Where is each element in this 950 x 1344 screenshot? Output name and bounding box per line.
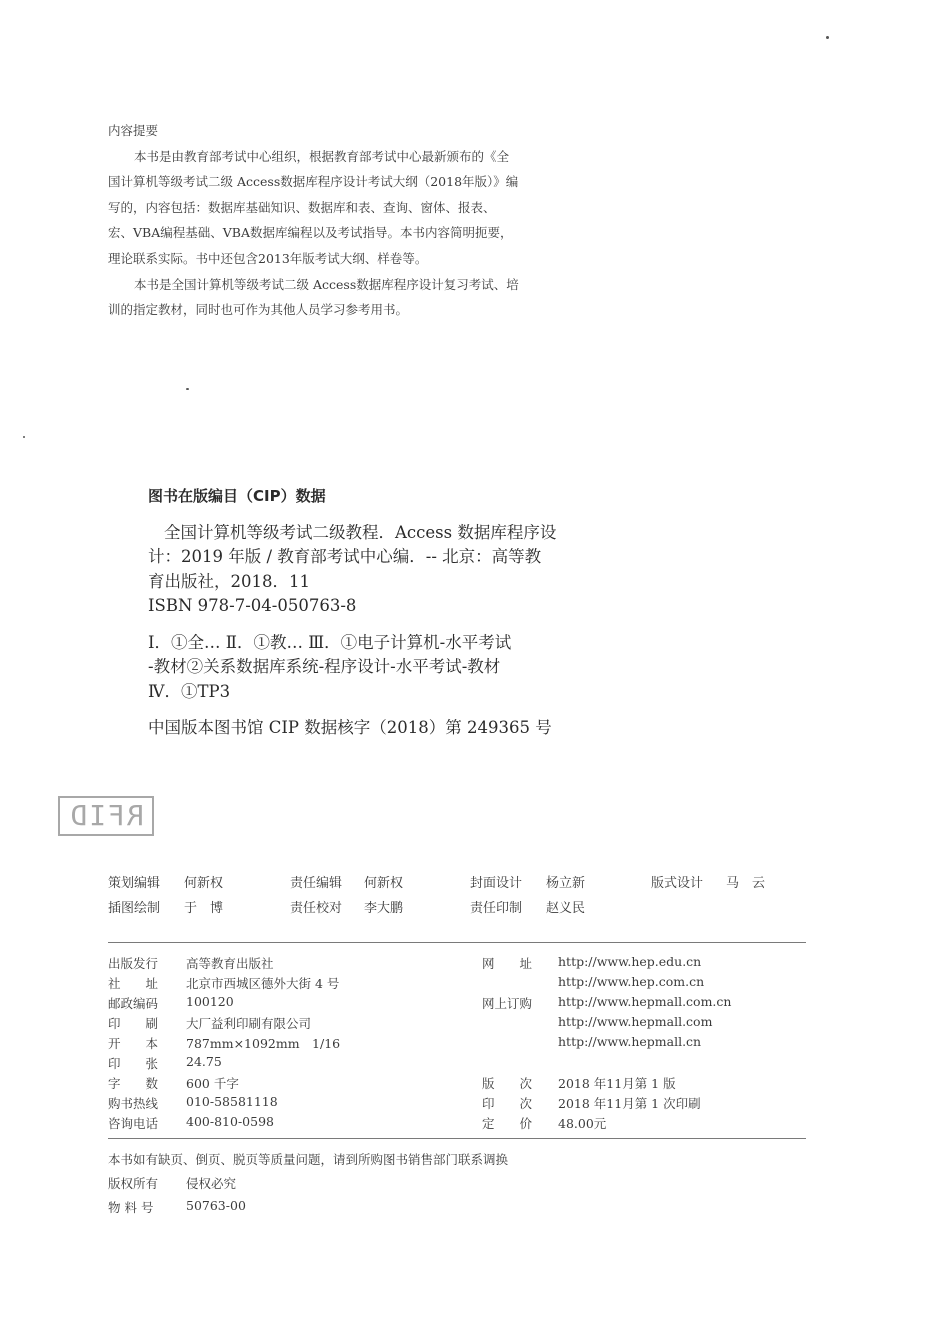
summary-line: 理论联系实际。书中还包含2013年版考试大纲、样卷等。	[108, 250, 428, 266]
staff-name: 李大鹏	[364, 901, 404, 916]
pub-value: 2018 年11月第 1 版	[558, 1076, 676, 1091]
summary-line: 训的指定教材，同时也可作为其他人员学习参考用书。	[108, 302, 409, 318]
summary-line: 本书是全国计算机等级考试二级 Access数据库程序设计复习考试、培	[134, 276, 519, 292]
pub-label: 咨询电话	[108, 1116, 159, 1131]
staff-role: 版式设计	[651, 876, 704, 891]
rfid-stamp: RFID	[58, 796, 154, 836]
pub-value: 北京市西城区德外大街 4 号	[186, 976, 340, 991]
url-link[interactable]: http://www.hepmall.com.cn	[558, 994, 732, 1009]
url-link[interactable]: http://www.hepmall.com	[558, 1014, 713, 1029]
pub-label: 印 张	[108, 1056, 159, 1071]
rights-label: 版权所有	[108, 1176, 159, 1191]
pub-label: 版 次	[482, 1076, 533, 1091]
summary-line: 本书是由教育部考试中心组织，根据教育部考试中心最新颁布的《全	[134, 148, 510, 164]
rights-value: 侵权必究	[186, 1176, 237, 1191]
scan-speck	[23, 436, 25, 438]
material-value: 50763-00	[186, 1198, 246, 1213]
url-link[interactable]: http://www.hep.com.cn	[558, 974, 705, 989]
staff-role: 责任印制	[470, 901, 523, 916]
staff-name: 马 云	[726, 876, 766, 891]
cip-subject-line: Ⅳ．①TP3	[148, 681, 231, 701]
cip-subject-line: Ⅰ．①全… Ⅱ．①教… Ⅲ．①电子计算机-水平考试	[148, 632, 512, 652]
url-link[interactable]: http://www.hep.edu.cn	[558, 954, 702, 969]
pub-label: 字 数	[108, 1076, 159, 1091]
summary-line: 写的，内容包括：数据库基础知识、数据库和表、查询、窗体、报表、	[108, 199, 496, 215]
pub-value: 787mm×1092mm 1/16	[186, 1036, 341, 1051]
pub-value: 600 千字	[186, 1076, 239, 1091]
summary-line: 国计算机等级考试二级 Access数据库程序设计考试大纲（2018年版）》编	[108, 174, 519, 190]
pub-label: 开 本	[108, 1036, 159, 1051]
scan-speck	[186, 388, 189, 390]
staff-name: 何新权	[364, 876, 404, 891]
cip-subject-line: -教材②关系数据库系统-程序设计-水平考试-教材	[148, 657, 501, 676]
pub-value: 高等教育出版社	[186, 956, 274, 971]
staff-role: 插图绘制	[108, 901, 161, 916]
staff-role: 责任校对	[290, 901, 343, 916]
cip-number: 中国版本图书馆 CIP 数据核字（2018）第 249365 号	[148, 718, 552, 737]
pub-value: 48.00元	[558, 1116, 607, 1131]
pub-label: 邮政编码	[108, 996, 159, 1011]
material-label: 物 料 号	[108, 1200, 154, 1215]
summary-heading: 内容提要	[108, 123, 159, 138]
divider	[108, 942, 806, 943]
url-link[interactable]: http://www.hepmall.cn	[558, 1034, 702, 1049]
pub-label: 购书热线	[108, 1096, 159, 1111]
cip-block	[108, 484, 556, 741]
summary-line: 宏、VBA编程基础、VBA数据库编程以及考试指导。本书内容简明扼要，	[108, 225, 513, 241]
cip-title: 图书在版编目（CIP）数据	[148, 487, 326, 505]
pub-value: 2018 年11月第 1 次印刷	[558, 1096, 701, 1111]
pub-value: 400-810-0598	[186, 1114, 274, 1129]
pub-label: 出版发行	[108, 956, 159, 971]
cip-isbn: ISBN 978-7-04-050763-8	[148, 596, 357, 615]
pub-label: 网 址	[482, 956, 533, 971]
content-summary	[108, 118, 594, 323]
pub-value: 010-58581118	[186, 1094, 278, 1109]
staff-name: 杨立新	[546, 876, 586, 891]
staff-name: 赵义民	[546, 901, 586, 916]
scan-speck	[826, 36, 829, 39]
pub-value: 大厂益利印刷有限公司	[186, 1016, 312, 1031]
cip-record-line: 育出版社，2018．11	[148, 571, 310, 591]
pub-value: 100120	[186, 994, 234, 1009]
pub-value: 24.75	[186, 1054, 222, 1069]
staff-name: 何新权	[184, 876, 224, 891]
pub-label: 网上订购	[482, 996, 533, 1011]
staff-role: 封面设计	[470, 876, 523, 891]
pub-label: 社 址	[108, 976, 159, 991]
quality-notice: 本书如有缺页、倒页、脱页等质量问题，请到所购图书销售部门联系调换	[108, 1152, 509, 1167]
cip-record-line: 计：2019 年版 / 教育部考试中心编．-- 北京：高等教	[148, 547, 542, 566]
pub-label: 印 次	[482, 1096, 533, 1111]
cip-record-line: 全国计算机等级考试二级教程．Access 数据库程序设	[164, 522, 557, 542]
divider	[108, 1138, 806, 1139]
staff-name: 于 博	[184, 901, 224, 916]
pub-label: 印 刷	[108, 1016, 159, 1031]
staff-role: 责任编辑	[290, 876, 343, 891]
pub-label: 定 价	[482, 1116, 533, 1131]
staff-role: 策划编辑	[108, 876, 161, 891]
